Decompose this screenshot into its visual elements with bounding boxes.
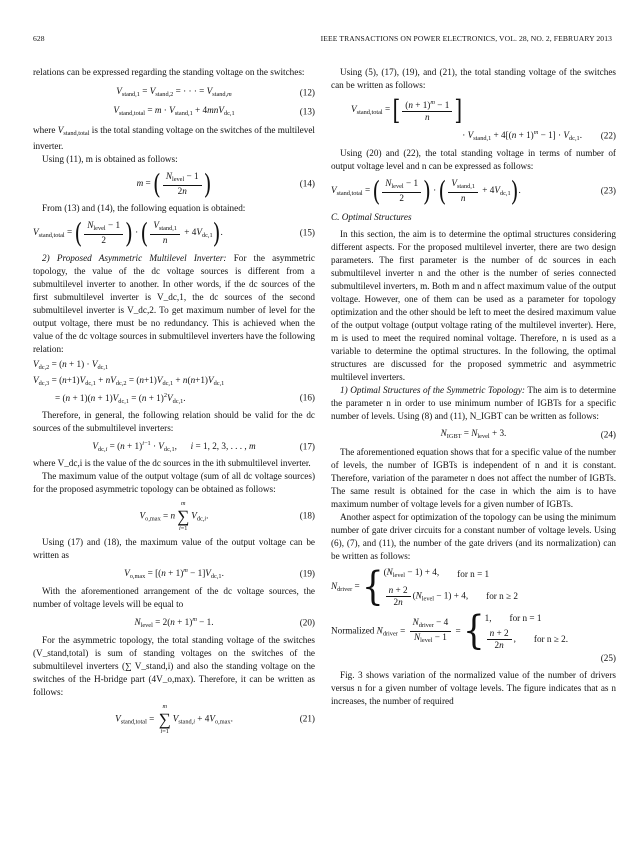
equation-24: $N_{IGBT} = N_{level} + 3$. (24) bbox=[440, 427, 616, 440]
equation-number: (24) bbox=[600, 429, 616, 439]
equation-number: (22) bbox=[600, 130, 616, 140]
equation-number: (15) bbox=[299, 227, 315, 238]
paragraph: Using (20) and (22), the total standing voltage in terms of number of output voltage level and n can be expressed as follows: bbox=[331, 148, 616, 171]
left-column bbox=[33, 66, 315, 736]
equation-number: (20) bbox=[299, 617, 315, 627]
paragraph: The maximum value of the output voltage (sum of all dc voltage sources) for the proposed asymmetric topology can be obtained as follows: bbox=[33, 471, 315, 494]
paragraph: The aforementioned equation shows that for a specific value of the number of levels, the number of IGBTs is independent of n and it is constant. Therefore, variation of the parameter n does not affect the number of IGBTs. The same result is obtained for the case in which the aim is to have maximum number of voltage levels for a given number of IGBTs. bbox=[331, 447, 616, 509]
equation-22a: $V_{stand,total}$ = [ $\frac{(n + 1)^m - 1}{n}$ ] bbox=[351, 93, 463, 127]
equation-number: (17) bbox=[299, 441, 315, 451]
right-column bbox=[331, 66, 616, 708]
equation-15: $V_{stand,total}$ = ( $\frac{N_{level} - 1}{2}$ ) · ( $\frac{V_{stand,1}}{n}$ + $4V_{dc,1}$). (15) bbox=[33, 216, 315, 250]
paragraph: In this section, the aim is to determine the optimal structures considering different aspects. For the proposed multilevel inverter, there are two design parameters. The first parameter is the number of dc sources in each submultilevel inverter n and the other is the number of series connected submultilevel inverters, m. Both m and n affect maximum value of the output voltage. However, one of them can be used as a parameter for topology optimization and the other should be left to meet the desired maximum value of the output voltage (output voltage rating of the multilevel inverter). Here, m is used to meet the required nominal voltage. Therefore, n is used as a variable to determine the optimal structures. In the following, the optimal structures are discussed for the proposed symmetric and asymmetric multilevel inverters. bbox=[331, 229, 616, 382]
equation-13: $V_{stand,total} = m \cdot V_{stand,1} + 4mnV_{dc,1}$ (13) bbox=[113, 104, 315, 117]
equation-23: $V_{stand,total}$ = ( $\frac{N_{level} - 1}{2}$ ) · ( $\frac{V_{stand,1}}{n}$ + $4V_{dc,1}$). (23) bbox=[331, 174, 616, 208]
equation-21: $V_{stand,total}$ = m ∑ i=1 $V_{stand,i} + 4V_{o,max}$. (21) bbox=[115, 702, 315, 735]
equation-22b: · $V_{stand,1} + 4[(n + 1)^m - 1] \cdot V_{dc,1}$. (22) bbox=[462, 129, 616, 142]
equation-number: (18) bbox=[299, 510, 315, 521]
paragraph: where $V_{stand,total}$ is the total standing voltage on the switches of the multilevel inverter. bbox=[33, 125, 315, 151]
equation-14: m = ( $\frac{N_{level} - 1}{2n}$ ) (14) bbox=[136, 167, 315, 201]
equation-number: (23) bbox=[600, 185, 616, 196]
paragraph: 2) Proposed Asymmetric Multilevel Inverter: For the asymmetric topology, the value of the dc voltage sources is different from a submultilevel inverter to another. In other words, if the dc sources of the first submultilevel inverter is V_dc,1, the dc sources of the second submultilevel inverter is V_dc,2. To get maximum number of level for the output voltage, there must be no redundancy. This is achieved when the value of the dc voltage sources in submultilevel inverters have the following relation: bbox=[33, 253, 315, 354]
running-header: IEEE TRANSACTIONS ON POWER ELECTRONICS, VOL. 28, NO. 2, FEBRUARY 2013 bbox=[320, 34, 612, 43]
equation-number: (13) bbox=[299, 106, 315, 116]
equation-number: (12) bbox=[299, 87, 315, 97]
equation-number: (21) bbox=[299, 713, 315, 724]
subsection-title: 1) Optimal Structures of the Symmetric Topology: bbox=[340, 385, 525, 395]
equation-12: $V_{stand,1} = V_{stand,2}$ = · · · = $V_{stand,m}$ (12) bbox=[116, 85, 315, 98]
section-title: C. Optimal Structures bbox=[331, 212, 412, 222]
equation-25-number bbox=[331, 651, 616, 665]
subsection-title: 2) Proposed Asymmetric Multilevel Inverter: bbox=[42, 253, 227, 263]
equation-25a: $N_{driver}$ = { $(N_{level} - 1) + 4$, for n = 1 $\frac{n + 2}{2n}$ $(N_{level} - 1) + 4$, for n ≥ 2 bbox=[331, 564, 518, 610]
equation-number: (19) bbox=[299, 568, 315, 578]
paragraph: From (13) and (14), the following equation is obtained: bbox=[42, 203, 246, 213]
equation-18: $V_{o,max} = n$ m ∑ i=1 $V_{dc,i}$. (18) bbox=[139, 499, 315, 532]
equation-19: $V_{o,max} = [(n + 1)^m - 1]V_{dc,1}$. (19) bbox=[124, 567, 315, 580]
equation-16a: $V_{dc,2} = (n + 1) \cdot V_{dc,1}$ bbox=[33, 359, 109, 371]
equation-number: (16) bbox=[299, 392, 315, 403]
paragraph: 1) Optimal Structures of the Symmetric Topology: The aim is to determine the parameter n in order to use minimum number of IGBTs for a specific number of levels. Using (8) and (11), N_IGBT can be written as follows: bbox=[331, 385, 616, 421]
equation-number: (14) bbox=[299, 178, 315, 189]
paragraph: Therefore, in general, the following relation should be valid for the dc sources of the submultilevel inverters: bbox=[33, 410, 315, 433]
paragraph: Another aspect for optimization of the topology can be using the minimum number of gate driver circuits for a constant number of voltage levels. Using (6), (7), and (11), the number of the gate drivers (and its normalization) can be written as follows: bbox=[331, 512, 616, 561]
paragraph: For the asymmetric topology, the total standing voltage of the switches (V_stand,total) is sum of standing voltages on the switches of the submultilevel inverters (∑ V_stand,i) and also the standing voltage on the switches of the H-bridge part (4V_o,max). Therefore, it can be written as follows: bbox=[33, 635, 315, 697]
equation-20: $N_{level} = 2(n + 1)^m - 1$. (20) bbox=[134, 616, 315, 629]
equation-16c: = $(n + 1)(n + 1)V_{dc,1} = (n + 1)^2V_{dc,1}$. (16) bbox=[55, 391, 315, 405]
equation-25b: Normalized $N_{driver}$ = $\frac{N_{driver} - 4}{N_{level} - 1}$ = { 1, for n = 1 $\frac{n + 2}{2n}$ , for n ≥ 2. bbox=[331, 608, 569, 654]
page-number: 628 bbox=[33, 34, 45, 43]
paragraph: Using (11), m is obtained as follows: bbox=[42, 154, 178, 164]
paragraph: With the aforementioned arrangement of the dc voltage sources, the number of voltage levels will be equal to bbox=[33, 586, 315, 609]
equation-number: (25) bbox=[600, 652, 616, 663]
paragraph: Using (5), (17), (19), and (21), the total standing voltage of the switches can be written as follows: bbox=[331, 67, 616, 90]
equation-16b: $V_{dc,3} = (n+1)V_{dc,1} + nV_{dc,2} = (n+1)V_{dc,1} + n(n+1)V_{dc,1}$ bbox=[33, 375, 225, 387]
paragraph: where V_dc,i is the value of the dc sources in the ith submultilevel inverter. bbox=[33, 458, 311, 468]
paragraph: Fig. 3 shows variation of the normalized value of the number of drivers versus n for a given number of voltage levels. The figure indicates that as n increases, the number of required bbox=[331, 670, 616, 706]
paragraph: relations can be expressed regarding the standing voltage on the switches: bbox=[33, 67, 305, 77]
paragraph: Using (17) and (18), the maximum value of the output voltage can be written as bbox=[33, 537, 315, 560]
equation-17: $V_{dc,i} = (n + 1)^{i-1} \cdot V_{dc,1}$, i = 1, 2, 3, . . . , m (17) bbox=[92, 440, 315, 453]
